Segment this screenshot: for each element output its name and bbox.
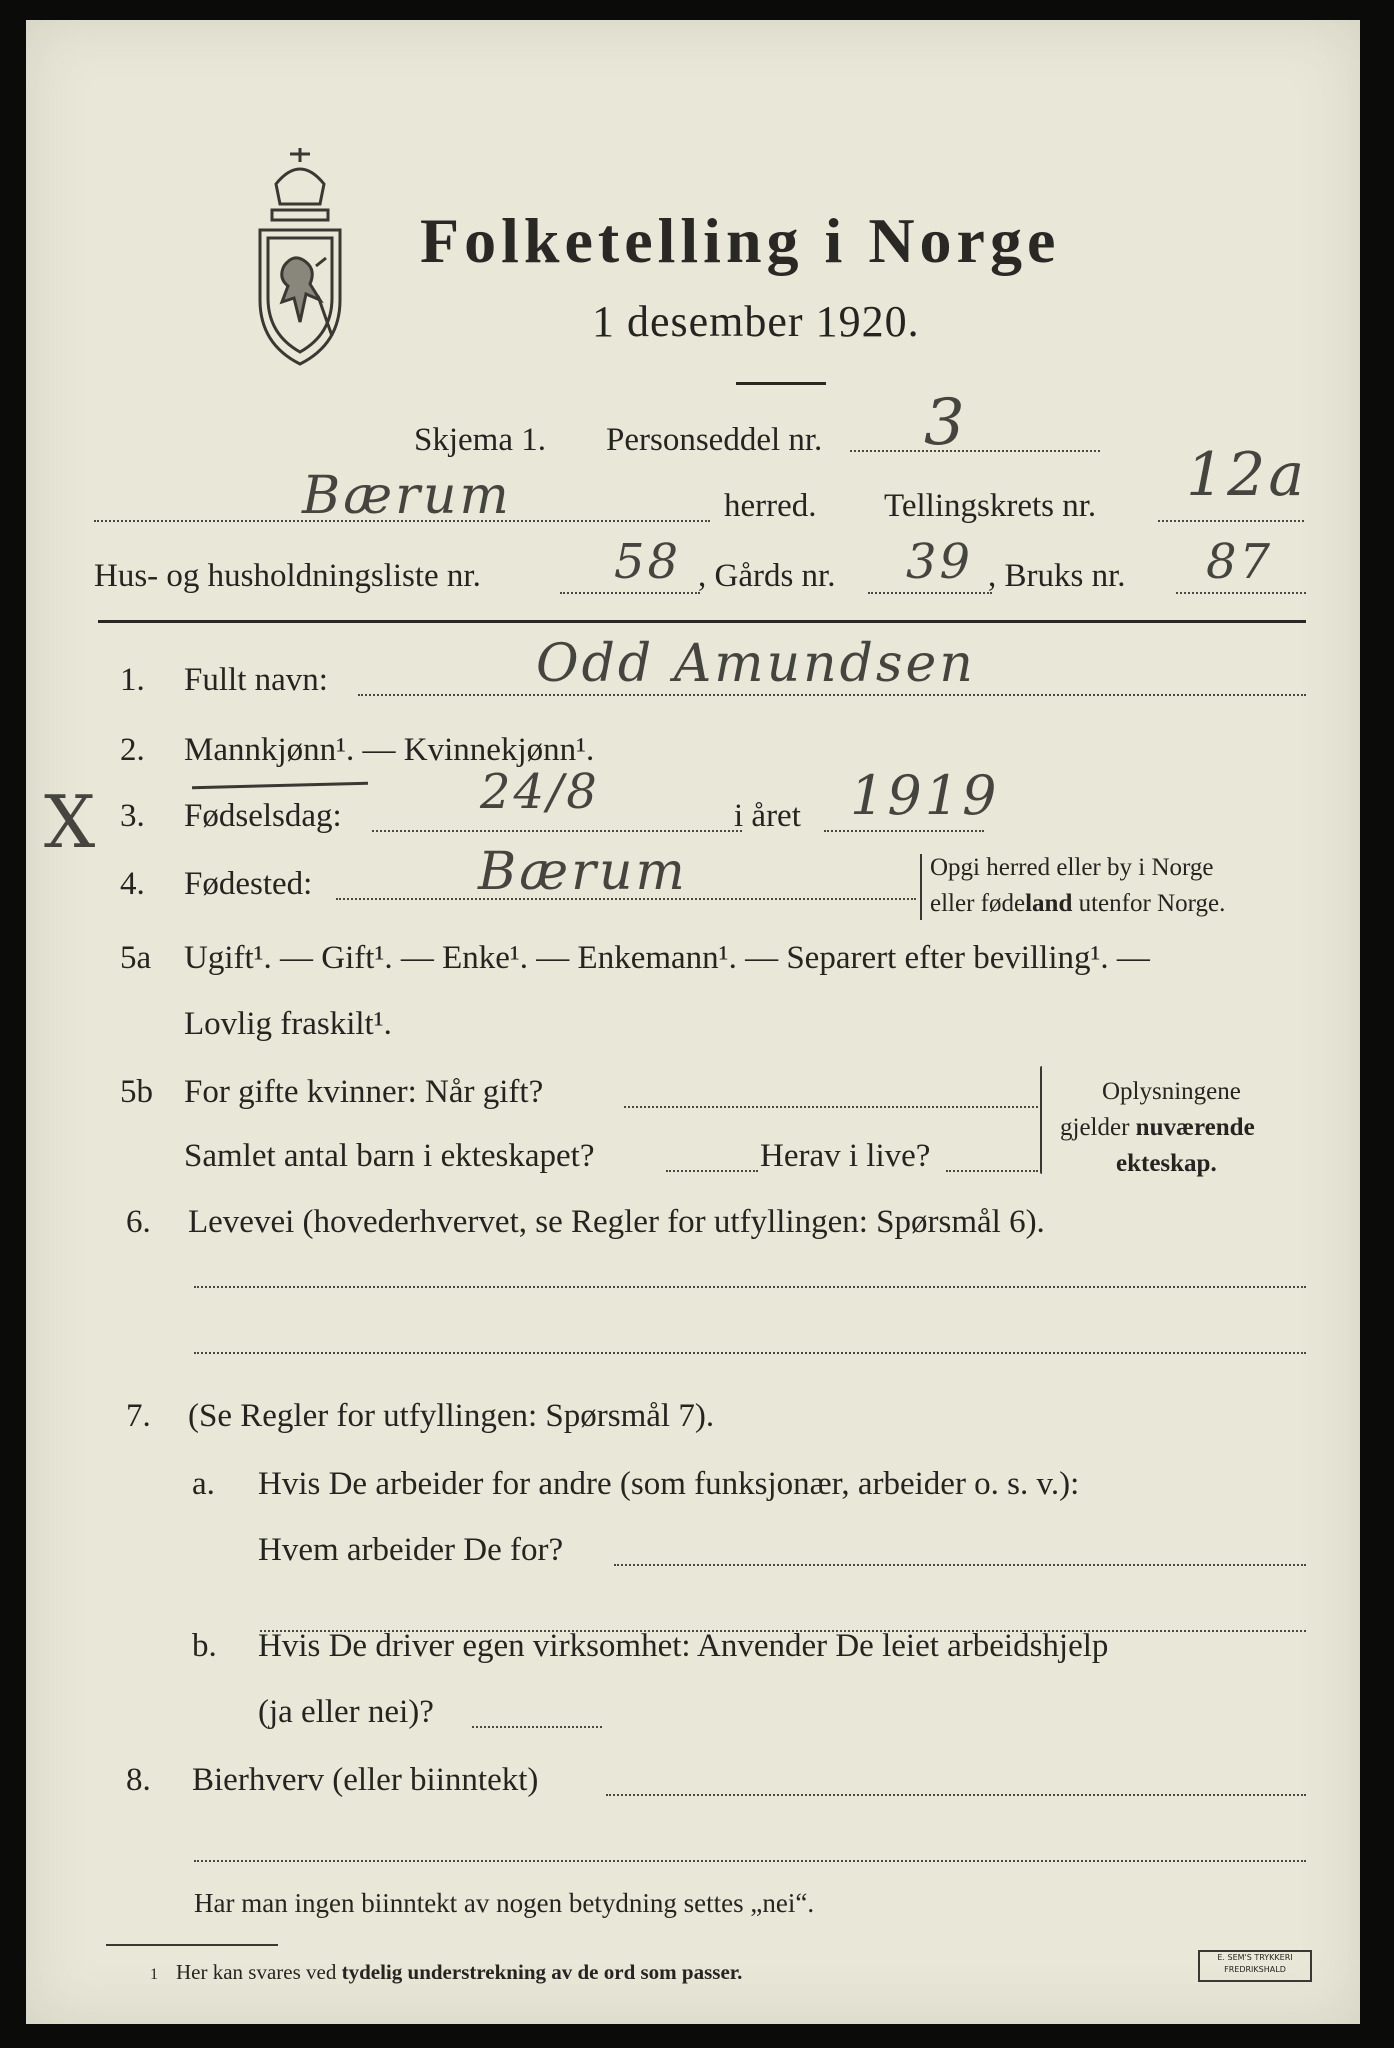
q5a-options-line2: Lovlig fraskilt¹. (184, 1006, 392, 1042)
printer-stamp (1198, 1950, 1312, 1982)
footnote-mark: 1 (150, 1966, 158, 1983)
q6-field-2 (194, 1352, 1306, 1354)
q7-text: (Se Regler for utfyllingen: Spørsmål 7). (188, 1398, 715, 1434)
herred-label: herred. (724, 488, 817, 524)
q5b-when-married: For gifte kvinner: Når gift? (184, 1074, 544, 1110)
q5a-options: Ugift¹. — Gift¹. — Enke¹. — Enkemann¹. — Separert efter bevilling¹. — (184, 940, 1150, 976)
header-rule (98, 620, 1306, 623)
q3-mark: X (44, 780, 99, 864)
q8-text: Bierhverv (eller biinntekt) (192, 1762, 539, 1798)
q5b-when-field (624, 1106, 1038, 1108)
printer-stamp-line2: FREDRIKSHALD (1224, 1965, 1286, 1974)
tellingskrets-field (1158, 520, 1304, 522)
q5b-note-line3: ekteskap. (1116, 1150, 1217, 1177)
q5b-alive-label: Herav i live? (760, 1138, 931, 1174)
q3-year-field (824, 830, 984, 832)
bruks-value: 87 (1206, 534, 1274, 590)
q7b-field (472, 1726, 602, 1728)
hus-value: 58 (614, 534, 682, 590)
coat-of-arms-icon (254, 146, 346, 368)
q2-options: Mannkjønn¹. — Kvinnekjønn¹. (184, 732, 595, 768)
q1-field (358, 694, 1306, 696)
q4-label: Fødested: (184, 866, 313, 902)
gards-label: , Gårds nr. (698, 558, 836, 594)
personseddel-label: Personseddel nr. (606, 422, 823, 458)
q5b-number: 5b (120, 1074, 153, 1110)
q4-note-line2: eller fødeland utenfor Norge. (930, 890, 1226, 917)
q4-value: Bærum (478, 842, 688, 902)
q7a-letter: a. (192, 1466, 215, 1502)
q6-number: 6. (126, 1204, 151, 1240)
q7b-text: Hvis De driver egen virksomhet: Anvender De leiet arbeidshjelp (258, 1628, 1109, 1664)
q3-day-value: 24/8 (480, 764, 600, 820)
footer-note: Har man ingen biinntekt av nogen betydning settes „nei“. (194, 1888, 815, 1918)
q4-number: 4. (120, 866, 145, 902)
census-form (26, 20, 1360, 2024)
q3-number: 3. (120, 798, 145, 834)
q1-label: Fullt navn: (184, 662, 328, 698)
q5b-children-field (666, 1170, 758, 1172)
q7a-question: Hvem arbeider De for? (258, 1532, 564, 1568)
q1-number: 1. (120, 662, 145, 698)
title-rule (736, 382, 826, 385)
q3-label: Fødselsdag: (184, 798, 342, 834)
q4-note-brace (920, 854, 922, 920)
bruks-label: , Bruks nr. (988, 558, 1126, 594)
q5b-note-line2: gjelder nuværende (1060, 1114, 1255, 1141)
q1-value: Odd Amundsen (536, 634, 976, 694)
q3-year-value: 1919 (850, 764, 1000, 827)
q5b-alive-field (946, 1170, 1038, 1172)
gards-value: 39 (906, 534, 974, 590)
q5a-number: 5a (120, 940, 152, 976)
q2-number: 2. (120, 732, 145, 768)
q4-note-line1: Opgi herred eller by i Norge (930, 854, 1214, 881)
skjema-label: Skjema 1. (414, 422, 546, 458)
form-title: Folketelling i Norge (420, 205, 1061, 276)
personseddel-value: 3 (924, 386, 968, 460)
q7b-letter: b. (192, 1628, 217, 1664)
q5b-note-brace (1040, 1066, 1042, 1174)
footnote-rule (106, 1944, 278, 1946)
bruks-field (1176, 592, 1306, 594)
printer-stamp-line1: E. SEM'S TRYKKERI (1217, 1953, 1293, 1962)
q7b-question: (ja eller nei)? (258, 1694, 434, 1730)
q2-underline (192, 782, 368, 790)
q7a-text: Hvis De arbeider for andre (som funksjonær, arbeider o. s. v.): (258, 1466, 1080, 1502)
q8-number: 8. (126, 1762, 151, 1798)
q6-text: Levevei (hovederhvervet, se Regler for utfyllingen: Spørsmål 6). (188, 1204, 1045, 1240)
q5b-children-label: Samlet antal barn i ekteskapet? (184, 1138, 595, 1174)
q3-day-field (372, 830, 742, 832)
hus-label: Hus- og husholdningsliste nr. (94, 558, 481, 594)
q8-field (606, 1794, 1306, 1796)
q8-field-2 (194, 1860, 1306, 1862)
census-date: 1 desember 1920. (592, 297, 920, 346)
q7-number: 7. (126, 1398, 151, 1434)
gards-field (868, 592, 992, 594)
tellingskrets-label: Tellingskrets nr. (884, 488, 1097, 524)
herred-value: Bærum (302, 466, 512, 526)
q7a-field (614, 1564, 1306, 1566)
footnote-text: Her kan svares ved tydelig understrekning av de ord som passer. (176, 1960, 743, 1984)
hus-field (560, 592, 700, 594)
tellingskrets-value: 12a (1186, 440, 1308, 510)
q6-field-1 (194, 1286, 1306, 1288)
q3-year-label: i året (734, 798, 801, 834)
q5b-note-line1: Oplysningene (1102, 1078, 1241, 1105)
personseddel-field (850, 450, 1100, 452)
